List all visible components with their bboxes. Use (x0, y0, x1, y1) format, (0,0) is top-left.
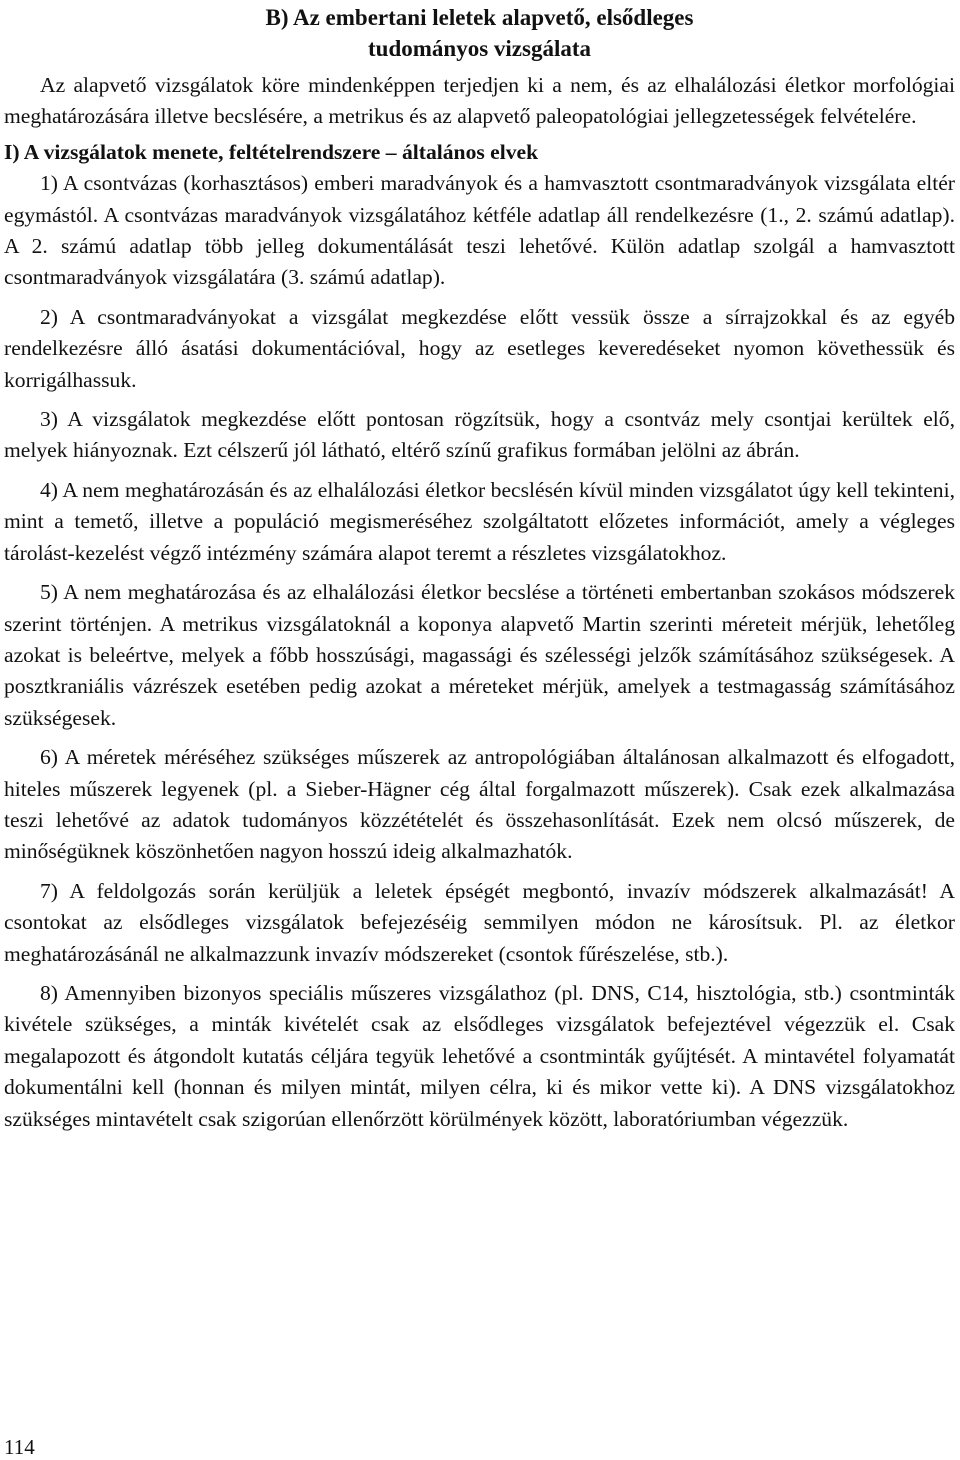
paragraph-2: 2) A csontmaradványokat a vizsgálat megkezdése előtt vessük össze a sírrajzokkal és az egyéb rendelkezésre álló ásatási dokumentációval, hogy az esetleges keveredéseket nyomon követhessük és korrigálhassuk. (4, 304, 955, 392)
page-number: 114 (4, 1435, 35, 1459)
section-heading: I) A vizsgálatok menete, feltételrendszere – általános elvek (4, 139, 539, 164)
paragraph-3: 3) A vizsgálatok megkezdése előtt pontosan rögzítsük, hogy a csontváz mely csontjai kerültek elő, melyek hiányoznak. Ezt célszerű jól látható, eltérő színű grafikus formában jelölni az ábrán. (4, 407, 955, 463)
paragraph-6: 6) A méretek méréséhez szükséges műszerek az antropológiában általánosan alkalmazott és elfogadott, hiteles műszerek legyenek (pl. a Sieber-Hägner cég által forgalmazott műszerek). Csak ezek alkalmazása teszi lehetővé az adatok tudományos közzétételét és összehasonlítását. Ezek nem olcsó műszerek, de minőségüknek köszönhetően nagyon hosszú ideig alkalmazhatók. (4, 745, 955, 864)
paragraph-8: 8) Amennyiben bizonyos speciális műszeres vizsgálathoz (pl. DNS, C14, hisztológia, stb.) csontminták kivétele szükséges, a minták kivételét csak az elsődleges vizsgálatok befejeztével végezzük el. Csak megalapozott és átgondolt kutatás céljára tegyük lehetővé a csontminták gyűjtését. A mintavétel folyamatát dokumentálni kell (honnan és milyen mintát, milyen célra, ki és mikor vette ki). A DNS vizsgálatokhoz szükséges mintavételt csak szigorúan ellenőrzött körülmények között, laboratóriumban végezzük. (4, 980, 955, 1131)
title-line-1: B) Az embertani leletek alapvető, elsődleges (265, 5, 694, 30)
intro-paragraph: Az alapvető vizsgálatok köre mindenképpen terjedjen ki a nem, és az elhalálozási életkor morfológiai meghatározására illetve becslésére, a metrikus és az alapvető paleopatológiai jellegzetességek felvételére. (4, 73, 955, 129)
paragraph-5: 5) A nem meghatározása és az elhalálozási életkor becslése a történeti embertanban szokásos módszerek szerint történjen. A metrikus vizsgálatoknál a koponya alapvető Martin szerinti méreteit mérjük, lehetőleg azokat is beleértve, melyek a főbb hosszúsági, magassági és szélességi jelzők számításához szükségesek. A posztkraniális vázrészek esetében pedig azokat a méreteket mérjük, amelyek a testmagasság számításához szükségesek. (4, 580, 955, 730)
paragraph-4: 4) A nem meghatározásán és az elhalálozási életkor becslésén kívül minden vizsgálatot úgy kell tekinteni, mint a temető, illetve a populáció megismeréséhez szolgáltatott előzetes információt, amely a végleges tárolást-kezelést végző intézmény számára alapot teremt a részletes vizsgálatokhoz. (4, 477, 955, 565)
paragraph-1: 1) A csontvázas (korhasztásos) emberi maradványok és a hamvasztott csontmaradványok vizsgálata eltér egymástól. A csontvázas maradványok vizsgálatához kétféle adatlap áll rendelkezésre (1., 2. számú adatlap). A 2. számú adatlap több jelleg dokumentálását teszi lehetővé. Külön adatlap szolgál a hamvasztott csontmaradványok vizsgálatára (3. számú adatlap). (4, 171, 955, 290)
title-line-2: tudományos vizsgálata (368, 36, 591, 61)
document-page (4, 0, 955, 1458)
paragraph-7: 7) A feldolgozás során kerüljük a leletek épségét megbontó, invazív módszerek alkalmazását! A csontokat az elsődleges vizsgálatok befejezéséig semmilyen módon ne károsítsuk. Pl. az életkor meghatározásánál ne alkalmazzunk invazív módszereket (csontok fűrészelése, stb.). (4, 878, 955, 966)
document-title (4, 2, 955, 64)
